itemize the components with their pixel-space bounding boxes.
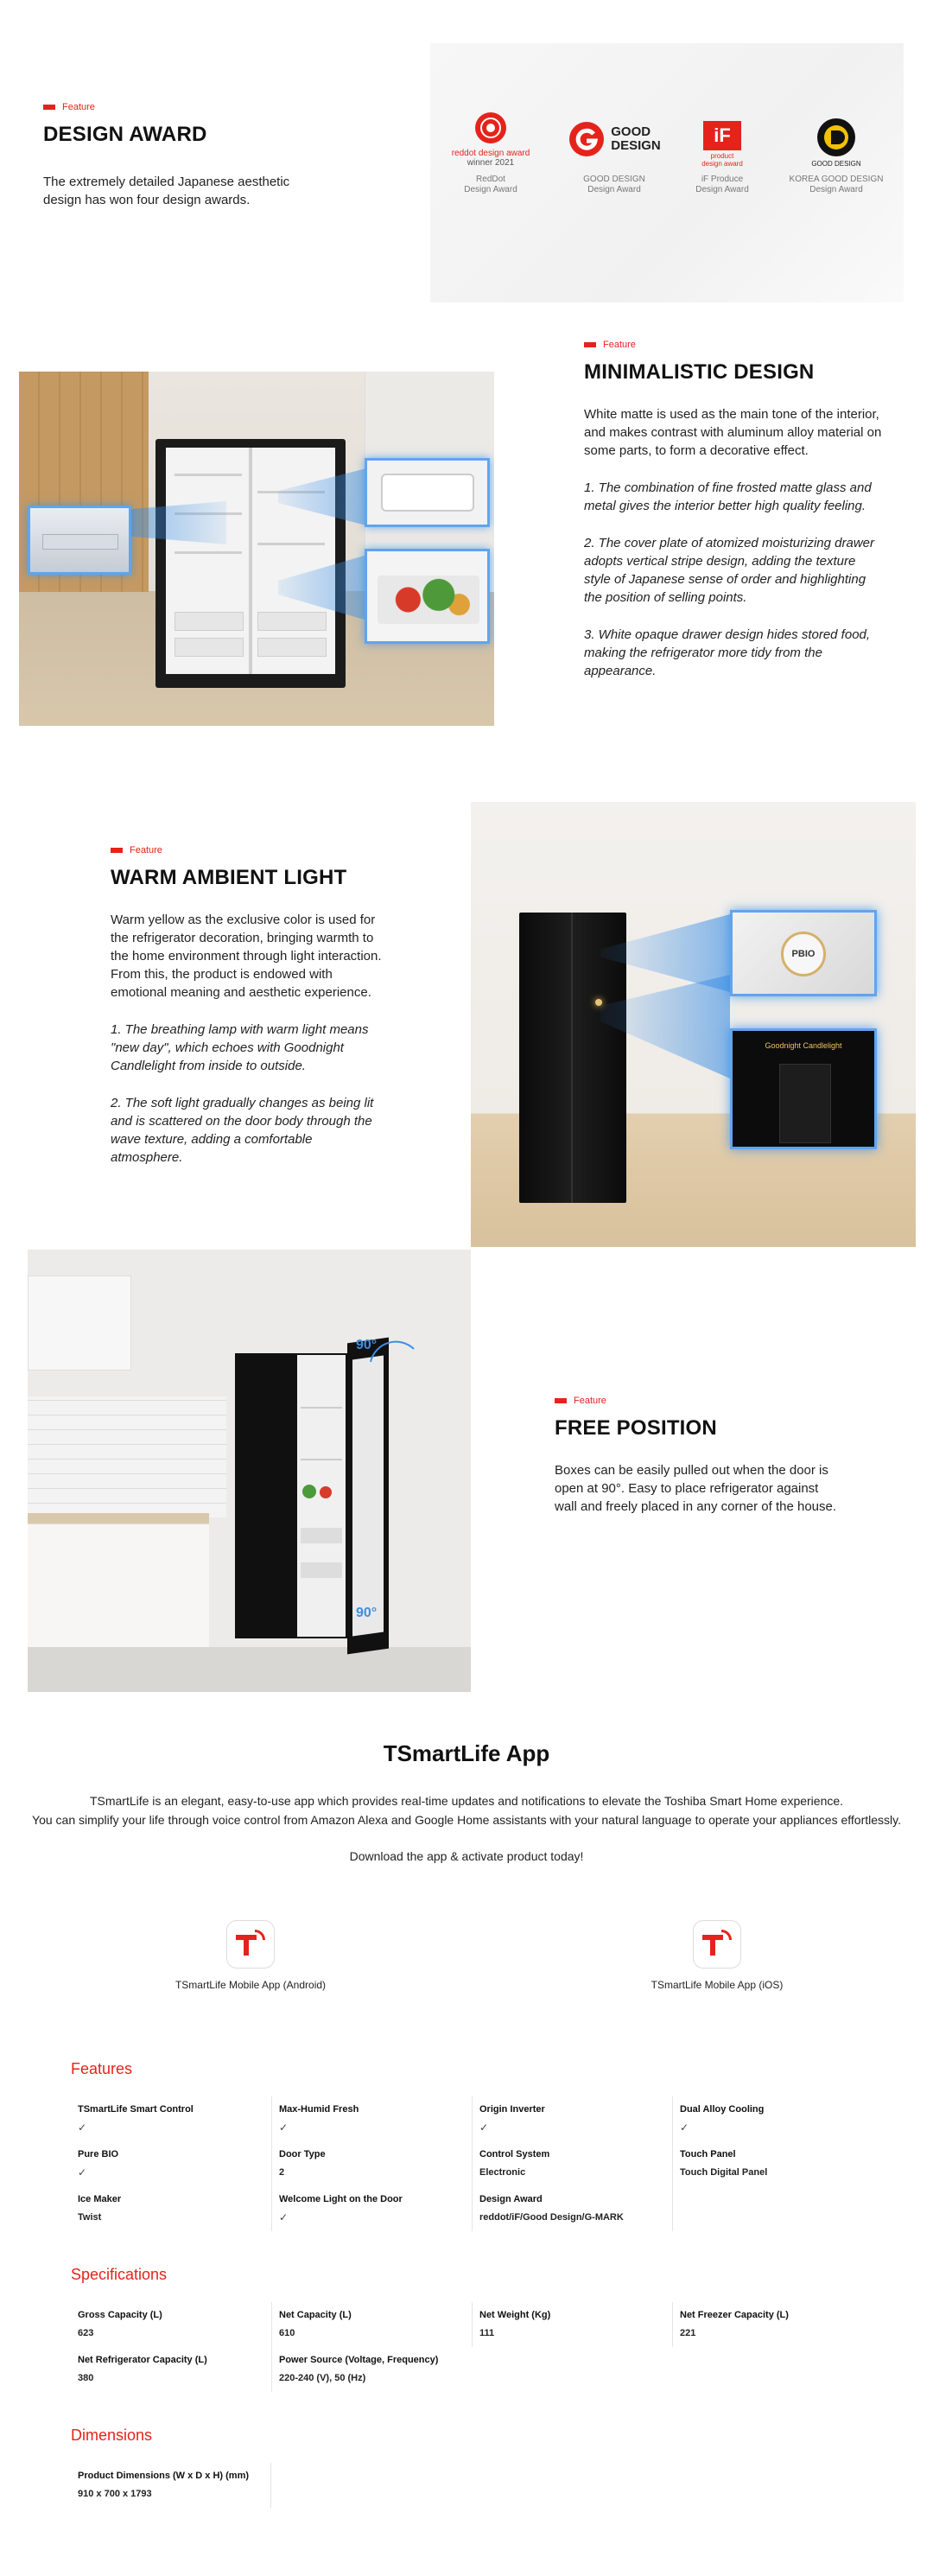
award-caption: GOOD DESIGN Design Award bbox=[583, 175, 645, 194]
feature-cell: Welcome Light on the Door ✓ bbox=[271, 2186, 472, 2231]
shelf-callout-top bbox=[365, 458, 490, 527]
feature-cell: Touch Panel Touch Digital Panel bbox=[672, 2141, 873, 2186]
award-caption: RedDot Design Award bbox=[464, 175, 517, 194]
section-title: WARM AMBIENT LIGHT bbox=[111, 866, 347, 889]
award-korea-good-design: GOOD DESIGN KOREA GOOD DESIGN Design Award bbox=[776, 111, 897, 195]
section-text: White matte is used as the main tone of the interior, and makes contrast with aluminum alloy material on some parts, to form a decorative effect. bbox=[584, 407, 882, 458]
point-2: 2. The soft light gradually changes as being lit and is scattered on the door body through the wave texture, adding a comfortable atmosphere. bbox=[111, 1096, 374, 1165]
spec-cell: Net Capacity (L) 610 bbox=[271, 2302, 472, 2347]
award-good-design: GOOD DESIGN GOOD DESIGN Design Award bbox=[558, 111, 670, 195]
spec-cell: Power Source (Voltage, Frequency) 220-240 (V), 50 (Hz) bbox=[271, 2347, 472, 2392]
korea-good-design-icon bbox=[816, 117, 857, 158]
android-app-label[interactable]: TSmartLife Mobile App (Android) bbox=[175, 1979, 327, 1991]
spec-cell: Net Freezer Capacity (L) 221 bbox=[672, 2302, 873, 2347]
app-android[interactable] bbox=[130, 1920, 371, 1991]
feature-cell: Ice Maker Twist bbox=[78, 2194, 122, 2223]
spec-cell: Gross Capacity (L) 623 bbox=[78, 2310, 162, 2338]
design-award-section bbox=[43, 102, 354, 209]
point-2: 2. The cover plate of atomized moisturizing drawer adopts vertical stripe design, adding the texture style of Japanese sense of order and highlighting the position of selling points. bbox=[584, 536, 874, 605]
interior-fridge-image bbox=[19, 372, 494, 726]
feature-cell: Dual Alloy Cooling ✓ bbox=[672, 2096, 873, 2141]
kitchen-fridge-image bbox=[28, 1250, 471, 1692]
award-if: iF product design award iF Produce Design Award bbox=[670, 111, 774, 195]
good-design-g-icon bbox=[568, 120, 606, 158]
feature-cell: TSmartLife Smart Control ✓ bbox=[78, 2104, 194, 2134]
ios-app-label[interactable]: TSmartLife Mobile App (iOS) bbox=[651, 1979, 784, 1991]
veg-drawer-callout bbox=[365, 549, 490, 644]
specifications-grid bbox=[71, 2302, 873, 2392]
point-1: 1. The combination of fine frosted matte glass and metal gives the interior better high quality feeling. bbox=[584, 480, 872, 513]
pbio-badge: PBIO bbox=[781, 932, 826, 976]
awards-panel bbox=[430, 43, 904, 302]
features-grid bbox=[71, 2096, 873, 2231]
if-logo-icon: iF bbox=[703, 121, 741, 150]
section-title: MINIMALISTIC DESIGN bbox=[584, 360, 815, 384]
feature-tag: Feature bbox=[584, 340, 882, 350]
spec-cell: Net Weight (Kg) 111 bbox=[472, 2302, 672, 2347]
section-title: FREE POSITION bbox=[555, 1416, 717, 1440]
section-title: DESIGN AWARD bbox=[43, 123, 207, 146]
features-heading: Features bbox=[71, 2060, 133, 2077]
dimensions-heading: Dimensions bbox=[71, 2427, 153, 2444]
tsmartlife-app-icon[interactable] bbox=[693, 1920, 741, 1969]
section-text: The extremely detailed Japanese aesthetic design has won four design awards. bbox=[43, 175, 290, 207]
angle-label-bottom: 90° bbox=[356, 1606, 378, 1620]
feature-cell: Design Award reddot/iF/Good Design/G-MARK bbox=[472, 2186, 672, 2231]
feature-cell: Origin Inverter ✓ bbox=[472, 2096, 672, 2141]
dimension-cell: Product Dimensions (W x D x H) (mm) 910 x 700 x 1793 bbox=[71, 2463, 271, 2508]
app-title: TSmartLife App bbox=[383, 1740, 550, 1766]
minimalistic-section bbox=[584, 340, 882, 680]
candlelight-callout: Goodnight Candlelight bbox=[730, 1028, 877, 1149]
feature-tag: Feature bbox=[111, 845, 383, 855]
tsmartlife-app-icon[interactable] bbox=[226, 1920, 275, 1969]
feature-cell: Pure BIO ✓ bbox=[78, 2149, 119, 2178]
award-caption: KOREA GOOD DESIGN Design Award bbox=[789, 175, 884, 194]
feature-tag: Feature bbox=[555, 1396, 840, 1406]
black-fridge-image bbox=[471, 802, 916, 1247]
app-section bbox=[0, 1740, 933, 1866]
section-text: Warm yellow as the exclusive color is used for the refrigerator decoration, bringing warmth to the home environment through light interaction. From this, the product is endowed with emotional meaning and aesthetic experience. bbox=[111, 913, 382, 1000]
angle-label-top: 90° bbox=[356, 1338, 378, 1352]
award-caption: iF Produce Design Award bbox=[695, 175, 749, 194]
drawer-callout-left bbox=[28, 506, 131, 575]
feature-cell: Control System Electronic bbox=[472, 2141, 672, 2186]
dimensions-grid bbox=[71, 2463, 873, 2508]
app-description-2: You can simplify your life through voice control from Amazon Alexa and Google Home assistants with your natural language to operate your appliances effortlessly. bbox=[32, 1813, 901, 1827]
feature-tag: Feature bbox=[43, 102, 354, 112]
specifications-heading: Specifications bbox=[71, 2266, 168, 2283]
spec-cell: Net Refrigerator Capacity (L) 380 bbox=[78, 2355, 207, 2383]
section-text: Boxes can be easily pulled out when the door is open at 90°. Easy to place refrigerator against wall and freely placed in any corner of the house. bbox=[555, 1463, 837, 1514]
app-ios[interactable] bbox=[596, 1920, 838, 1991]
app-description-1: TSmartLife is an elegant, easy-to-use app which provides real-time updates and notifications to elevate the Toshiba Smart Home experience. bbox=[89, 1794, 844, 1808]
award-reddot: reddot design award winner 2021 RedDot Design Award bbox=[430, 111, 551, 195]
pbio-badge-callout bbox=[730, 910, 877, 996]
point-3: 3. White opaque drawer design hides stored food, making the refrigerator more tidy from the appearance. bbox=[584, 627, 871, 678]
free-position-section bbox=[555, 1396, 840, 1516]
feature-cell bbox=[672, 2186, 873, 2231]
feature-cell: Max-Humid Fresh ✓ bbox=[271, 2096, 472, 2141]
ambient-light-section bbox=[111, 845, 383, 1167]
app-download-text: Download the app & activate product today! bbox=[349, 1849, 584, 1863]
reddot-logo-icon bbox=[473, 111, 508, 145]
point-1: 1. The breathing lamp with warm light means "new day", which echoes with Goodnight Candlelight from inside to outside. bbox=[111, 1022, 369, 1073]
feature-cell: Door Type 2 bbox=[271, 2141, 472, 2186]
